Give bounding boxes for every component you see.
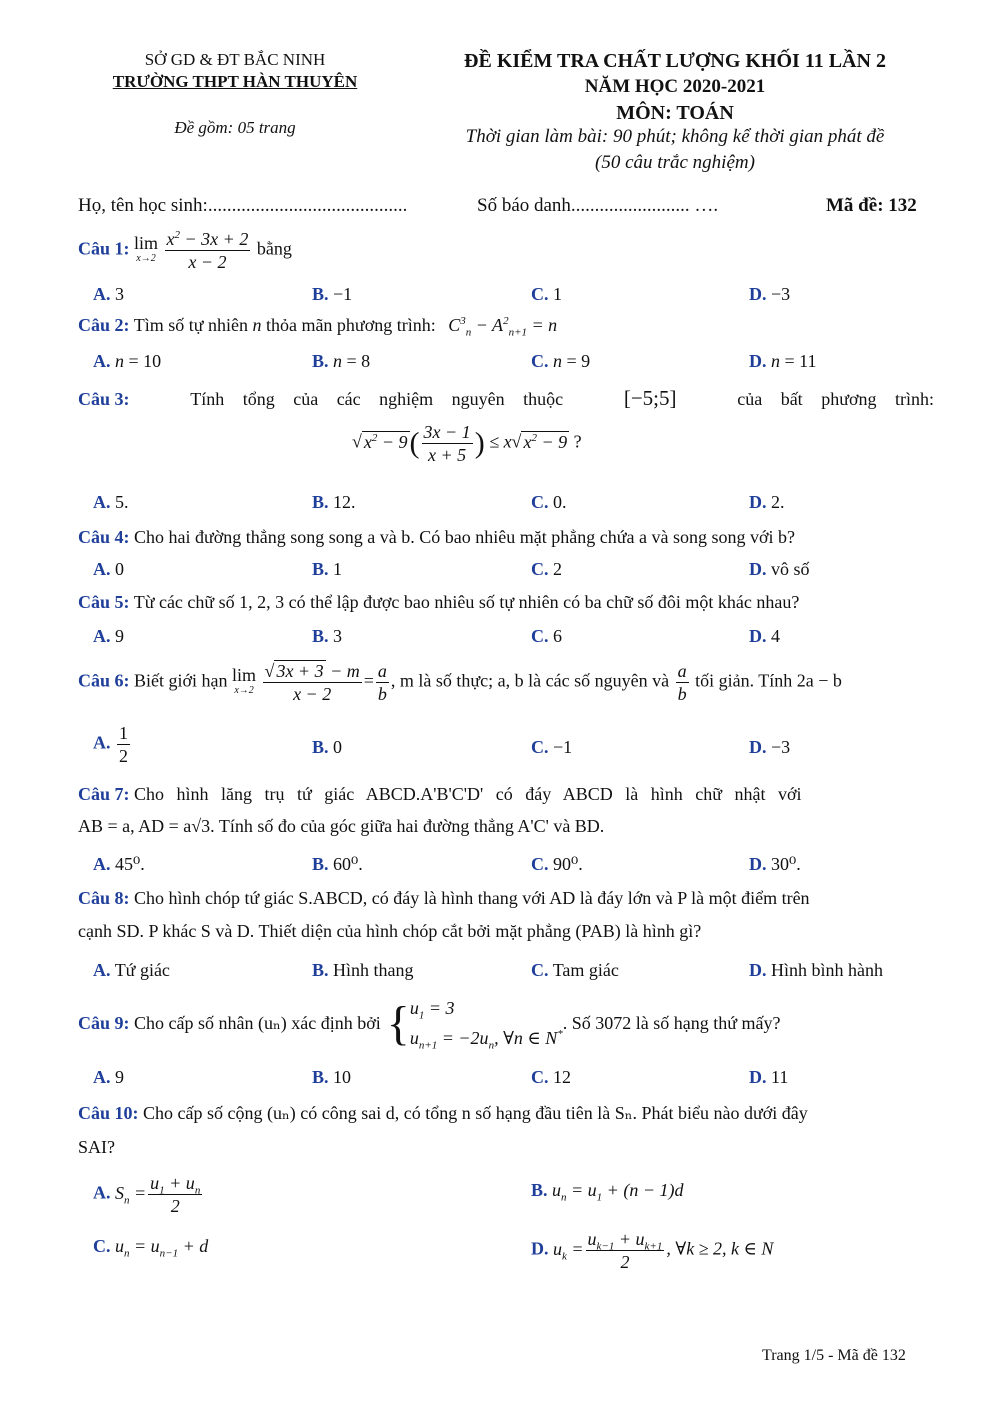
q1-option-a[interactable]: A. 3	[93, 284, 124, 304]
q9-option-b[interactable]: B. 10	[312, 1067, 352, 1087]
q3-option-a[interactable]: A. 5.	[93, 492, 129, 512]
q1-option-d[interactable]: D. −3	[749, 284, 791, 304]
q5-option-b[interactable]: B. 3	[312, 626, 343, 646]
q10-option-a[interactable]: A. $S_n$ = $\frac{u_1 + u_n}{2}$	[93, 1173, 201, 1216]
q10-option-c[interactable]: C. $u_n = u_{n-1} + d$	[93, 1236, 209, 1260]
question-count: (50 câu trắc nghiệm)	[595, 152, 755, 173]
q5-option-a[interactable]: A. 9	[93, 626, 124, 646]
q6-option-b[interactable]: B. 0	[312, 737, 343, 757]
q3-option-d[interactable]: D. 2.	[749, 492, 785, 512]
q2-option-a[interactable]: A. n = 10	[93, 351, 162, 371]
q4-option-b[interactable]: B. 1	[312, 559, 343, 579]
q7-option-b[interactable]: B. 60⁰.	[312, 854, 363, 874]
q1-option-c[interactable]: C. 1	[531, 284, 562, 304]
q7-option-d[interactable]: D. 30⁰.	[749, 854, 801, 874]
school-name: TRƯỜNG THPT HÀN THUYÊN	[112, 72, 358, 91]
q6-option-d[interactable]: D. −3	[749, 737, 791, 757]
time-note: Thời gian làm bài: 90 phút; không kể thời gian phát đề	[465, 126, 885, 147]
q5-option-d[interactable]: D. 4	[749, 626, 780, 646]
q4-option-c[interactable]: C. 2	[531, 559, 562, 579]
q8-option-b[interactable]: B. Hình thang	[312, 960, 414, 980]
q2-option-d[interactable]: D. n = 11	[749, 351, 817, 371]
school-year: NĂM HỌC 2020-2021	[584, 76, 766, 97]
question-7-line-2: AB = a, AD = a√3. Tính số đo của góc giữa hai đường thẳng A'C' và BD.	[78, 816, 605, 836]
limit-symbol: lim x→2	[134, 232, 159, 264]
inequality-formula: √ $x^2 - 9$( $\frac{3x - 1}{x + 5}$ ) ≤ x√ $x^2 - 9$ ?	[352, 422, 582, 465]
question-9: Câu 9: Cho cấp số nhân (uₙ) xác định bởi { $u_1 = 3$ $u_{n+1} = -2u_n$, ∀n ∈ N* . Số 3072 là số hạng thứ mấy?	[78, 996, 781, 1052]
q10-option-b[interactable]: B. $u_n = u_1 + (n - 1)d$	[531, 1180, 684, 1204]
question-3: Câu 3: Tính tổng của các nghiệm nguyên thuộc [−5;5] của bất phương trình:	[78, 386, 934, 410]
q9-option-c[interactable]: C. 12	[531, 1067, 571, 1087]
question-5: Câu 5: Từ các chữ số 1, 2, 3 có thể lập được bao nhiêu số tự nhiên có ba chữ số đôi một khác nhau?	[78, 592, 800, 612]
question-10: Câu 10: Cho cấp số cộng (uₙ) có công sai d, có tổng n số hạng đầu tiên là Sₙ. Phát biểu nào dưới đây	[78, 1103, 808, 1123]
fraction: $\frac{x^2 - 3x + 2}{x - 2}$	[166, 229, 249, 272]
page-footer: Trang 1/5 - Mã đề 132	[762, 1347, 906, 1364]
q7-option-a[interactable]: A. 45⁰.	[93, 854, 145, 874]
student-name-field: Họ, tên học sinh:..........................................	[78, 195, 408, 216]
q8-option-a[interactable]: A. Tứ giác	[93, 960, 170, 980]
student-id-field: Số báo danh......................... ….	[477, 195, 719, 216]
q3-option-c[interactable]: C. 0.	[531, 492, 567, 512]
question-10-line-2: SAI?	[78, 1137, 115, 1157]
question-2: Câu 2: Tìm số tự nhiên n thỏa mãn phương trình: $C^3_n - A^2_{n+1} = n$	[78, 315, 558, 339]
q5-option-c[interactable]: C. 6	[531, 626, 562, 646]
q2-option-c[interactable]: C. n = 9	[531, 351, 591, 371]
question-4: Câu 4: Cho hai đường thẳng song song a và b. Có bao nhiêu mặt phẳng chứa a và song song với b?	[78, 527, 795, 547]
question-1: Câu 1: lim x→2 $\frac{x^2 - 3x + 2}{x - 2}$ bằng	[78, 229, 292, 272]
q6-option-c[interactable]: C. −1	[531, 737, 573, 757]
q10-option-d[interactable]: D. $u_k$ = $\frac{u_{k-1} + u_{k+1}}{2}$ , ∀k ≥ 2, k ∈ N	[531, 1229, 774, 1272]
question-7: Câu 7: Cho hình lăng trụ tứ giác ABCD.A'B'C'D' có đáy ABCD là hình chữ nhật với	[78, 784, 802, 804]
subject: MÔN: TOÁN	[616, 102, 734, 124]
q4-option-d[interactable]: D. vô số	[749, 559, 810, 579]
question-8: Câu 8: Cho hình chóp tứ giác S.ABCD, có đáy là hình thang với AD là đáy lớn và P là một điểm trên	[78, 888, 810, 908]
question-6: Câu 6: Biết giới hạn lim x→2 $\frac{√ 3x + 3 - m}{x - 2}$ = $\frac{a}{b}$ , m là số thực; a, b là các số nguyên và $\frac{a}{b}$ tối giản. Tính 2a − b	[78, 661, 842, 704]
q9-option-a[interactable]: A. 9	[93, 1067, 124, 1087]
department-name: SỞ GD & ĐT BẮC NINH	[144, 50, 326, 69]
q1-option-b[interactable]: B. −1	[312, 284, 353, 304]
page-count: Đề gồm: 05 trang	[174, 118, 296, 137]
q7-option-c[interactable]: C. 90⁰.	[531, 854, 583, 874]
q4-option-a[interactable]: A. 0	[93, 559, 124, 579]
exam-title: ĐỀ KIỂM TRA CHẤT LƯỢNG KHỐI 11 LẦN 2	[464, 50, 886, 72]
q6-option-a[interactable]: A. $\frac{1}{2}$	[93, 723, 128, 766]
q8-option-d[interactable]: D. Hình bình hành	[749, 960, 883, 980]
exam-code: Mã đề: 132	[826, 195, 917, 216]
q3-option-b[interactable]: B. 12.	[312, 492, 356, 512]
question-8-line-2: cạnh SD. P khác S và D. Thiết diện của hình chóp cắt bởi mặt phẳng (PAB) là hình gì?	[78, 921, 702, 941]
q8-option-c[interactable]: C. Tam giác	[531, 960, 619, 980]
q2-option-b[interactable]: B. n = 8	[312, 351, 371, 371]
q9-option-d[interactable]: D. 11	[749, 1067, 789, 1087]
